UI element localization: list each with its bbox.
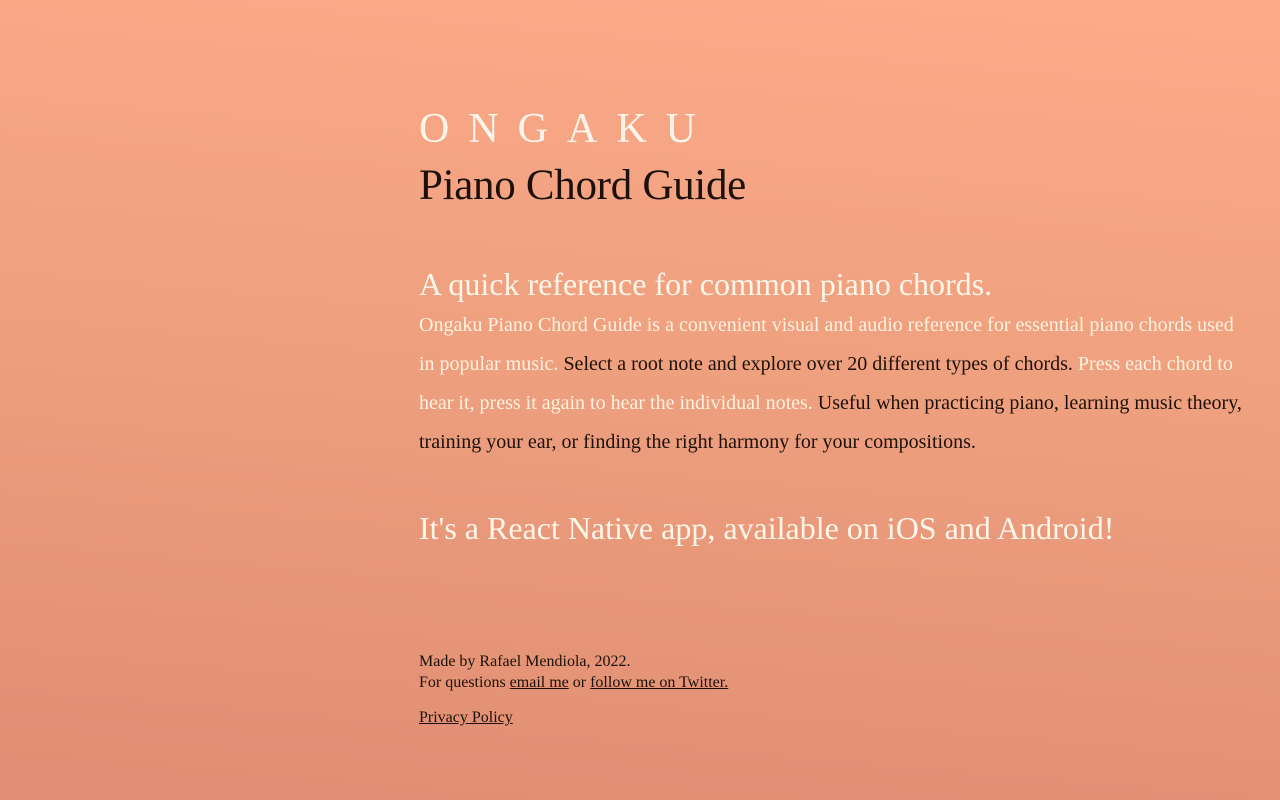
tagline: A quick reference for common piano chords.	[419, 266, 993, 302]
email-link[interactable]: email me	[509, 674, 569, 691]
questions-prefix: For questions	[419, 674, 506, 691]
made-by-text: Made by Rafael Mendiola, 2022.	[419, 653, 631, 670]
footer	[419, 651, 728, 728]
privacy-policy-link[interactable]: Privacy Policy	[419, 709, 513, 726]
brand-logo-text: ONGAKU	[419, 106, 715, 152]
description-part-4: Useful when practicing piano, learning music theory, training your ear, or finding the right harmony for your compositions.	[419, 392, 1242, 453]
twitter-link[interactable]: follow me on Twitter.	[590, 674, 729, 691]
description-part-3: Press each chord to hear it, press it again to hear the individual notes.	[419, 353, 1233, 414]
main-content	[419, 108, 1249, 548]
contact-line	[419, 672, 728, 693]
description-part-2: Select a root note and explore over 20 different types of chords.	[563, 353, 1073, 375]
or-text: or	[572, 674, 587, 691]
page-title: Piano Chord Guide	[419, 162, 746, 209]
description-part-1: Ongaku Piano Chord Guide is a convenient visual and audio reference for essential piano chords used in popular music.	[419, 314, 1234, 375]
description	[419, 306, 1249, 462]
app-availability-line: It's a React Native app, available on iOS and Android!	[419, 510, 1115, 546]
